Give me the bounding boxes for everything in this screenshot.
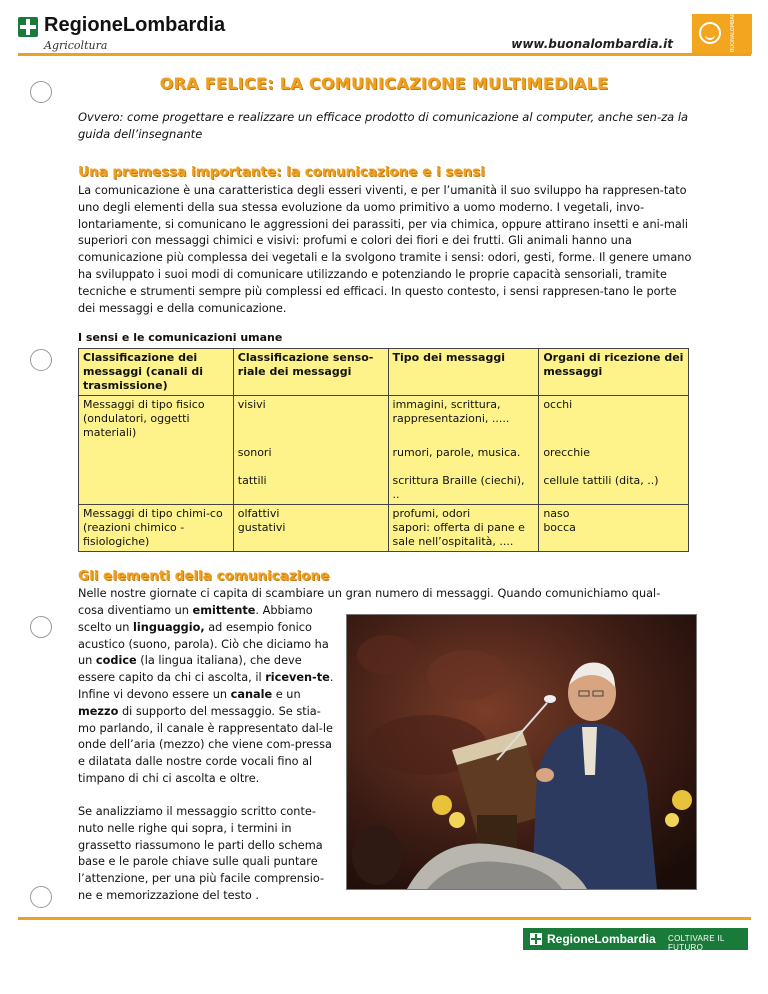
binder-hole (30, 616, 52, 638)
keyword-codice: codice (95, 654, 137, 668)
table-cell: immagini, scrittura, rappresentazioni, ..... (388, 396, 539, 444)
table-row (79, 444, 689, 472)
footer-rule (18, 917, 751, 920)
org-department: Agricoltura (44, 39, 108, 52)
table-cell: profumi, odori sapori: offerta di pane e sale nell’ospitalità, .... (388, 504, 539, 551)
table-cell: olfattivi gustativi (233, 504, 388, 551)
binder-hole (30, 886, 52, 908)
text: di supporto del messaggio. Se stia-mo parlando, il canale è rappresentato dal-le onde dell’aria (mezzo) che viene com-pressa e dilatata dalle nostre corde vocali fino al timpano di chi ci ascolta e oltre. (78, 704, 333, 785)
text: cosa diventiamo un (78, 604, 193, 617)
speaker-photo-image (347, 615, 696, 889)
table-cell: tattili (233, 472, 388, 505)
speaker-photo (346, 614, 697, 890)
table-cell-empty (79, 472, 234, 505)
text: (la lingua italiana), che deve essere capito da chi ci ascolta, il (78, 654, 302, 685)
intro-text: Ovvero: come progettare e realizzare un efficace prodotto di comunicazione al computer, anche sen-za la guida dell’insegnante (78, 110, 689, 141)
smiley-icon (699, 22, 721, 44)
table-header: Classificazione senso-riale dei messaggi (233, 349, 388, 396)
summary-paragraph: Se analizziamo il messaggio scritto conte-nuto nelle righe qui sopra, i termini in grassetto riassumono le parti dello schema base e le parole chiave sulle quali puntare l’attenzione, per una più facile comprensio-ne e memorizzazione del testo . (78, 805, 325, 902)
table-cell: scrittura Braille (ciechi), .. (388, 472, 539, 505)
footer-logo (523, 928, 748, 950)
elements-paragraph-first-line: Nelle nostre giornate ci capita di scambiare un gran numero di messaggi. Quando comunichiamo qual- (78, 587, 661, 600)
table-cell: orecchie (539, 444, 689, 472)
table-row (79, 472, 689, 505)
keyword-mezzo: mezzo (78, 704, 119, 718)
text: ad esempio fonico acustico (suono, parola). Ciò che diciamo ha un (78, 620, 329, 668)
table-cell-group: Messaggi di tipo fisico (ondulatori, oggetti materiali) (79, 396, 234, 444)
table-cell-group: Messaggi di tipo chimi-co (reazioni chimico - fisiologiche) (79, 504, 234, 551)
senses-table (78, 348, 689, 552)
table-header: Organi di ricezione dei messaggi (539, 349, 689, 396)
keyword-linguaggio: linguaggio, (133, 620, 205, 634)
table-cell: rumori, parole, musica. (388, 444, 539, 472)
section-heading-senses: Una premessa importante: la comunicazione e i sensi (78, 164, 485, 180)
table-cell: occhi (539, 396, 689, 444)
binder-hole (30, 349, 52, 371)
table-header: Tipo dei messaggi (388, 349, 539, 396)
table-header: Classificazione dei messaggi (canali di trasmissione) (79, 349, 234, 396)
keyword-emittente: emittente (192, 604, 256, 617)
table-caption: I sensi e le comunicazioni umane (78, 331, 283, 344)
table-header-row (79, 349, 689, 396)
badge-text: BUONALOMBARDIA (730, 3, 736, 52)
site-url[interactable]: www.buonalombardia.it (511, 37, 673, 51)
footer-org-name: RegioneLombardia (547, 932, 656, 946)
keyword-ricevente: riceven-te (265, 671, 330, 685)
header-rule (18, 53, 751, 56)
senses-paragraph: La comunicazione è una caratteristica degli esseri viventi, e per l’umanità il suo sviluppo ha rappresen-tato uno degli elementi della sua stessa evoluzione da uomo primitivo a uomo moderno. I vegetali, invo-lontariamente, si comunicano le aggressioni dei parassiti, per via chimica, oppure attirano insetti e ani-mali superiori con messaggi chimici e visivi: profumi e colori dei fiori e dei frutti. Gli animali hanno una comunicazione più complessa dei vegetali e la svolgono tramite i sensi: odori, gesti, forme. Il genere umano ha sviluppato i suoi modi di comunicare utilizzando e potenziando le proprie capacità sensoriali, tramite tecniche e strumenti sempre più complessi ed efficaci. In questo contesto, i sensi rappresen-tano le porte dei messaggi e della comunicazione. (78, 184, 692, 315)
section-heading-elements: Gli elementi della comunicazione (78, 568, 330, 584)
table-cell: cellule tattili (dita, ..) (539, 472, 689, 505)
table-cell-empty (79, 444, 234, 472)
text: . Infine vi devono essere un (78, 671, 334, 701)
footer-slogan: COLTIVARE IL FUTURO (668, 934, 725, 952)
table-row (79, 396, 689, 444)
elements-paragraph (78, 603, 336, 788)
text: e un (272, 687, 301, 701)
org-name: RegioneLombardia (44, 14, 226, 36)
text: . Abbiamo scelto un (78, 604, 313, 634)
table-row (79, 504, 689, 551)
buonalombardia-badge (692, 3, 752, 54)
table-cell: visivi (233, 396, 388, 444)
region-logo-icon (18, 17, 38, 37)
table-cell: sonori (233, 444, 388, 472)
keyword-canale: canale (230, 687, 273, 701)
region-logo-icon (530, 933, 542, 945)
table-cell: naso bocca (539, 504, 689, 551)
page-title: ORA FELICE: LA COMUNICAZIONE MULTIMEDIALE (159, 74, 609, 93)
